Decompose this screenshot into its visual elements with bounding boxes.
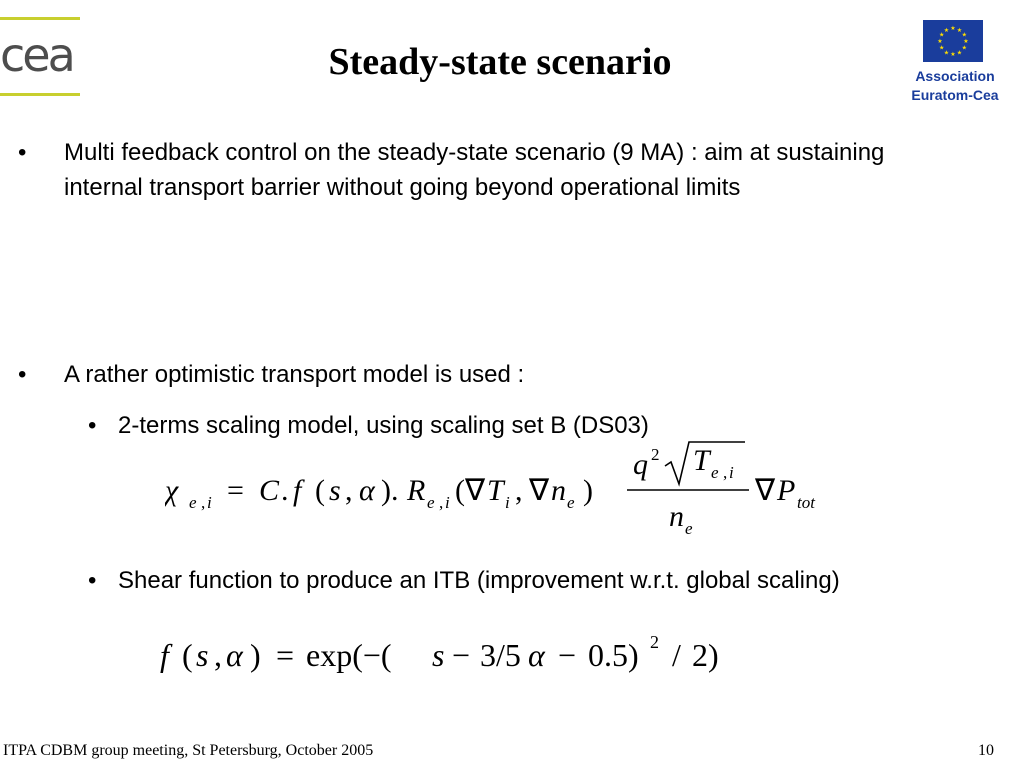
svg-text:tot: tot (797, 493, 815, 512)
page-title: Steady-state scenario (328, 41, 672, 83)
svg-text:f: f (160, 637, 169, 673)
svg-text:i: i (207, 493, 212, 512)
svg-text:).: ). (381, 474, 399, 507)
svg-text:,: , (214, 637, 222, 673)
svg-text:.: . (281, 474, 289, 507)
eu-star-icon: ★ (937, 38, 943, 46)
svg-text:(: ( (315, 474, 325, 507)
bullet-text: Shear function to produce an ITB (improvement w.r.t. global scaling) (118, 567, 840, 594)
svg-text:=: = (227, 474, 244, 507)
svg-text:i: i (729, 463, 734, 482)
eu-star-icon: ★ (963, 38, 969, 46)
eu-star-icon: ★ (950, 25, 956, 33)
svg-text:s: s (432, 637, 445, 673)
svg-text:α: α (528, 637, 545, 673)
svg-text:P: P (777, 474, 796, 507)
svg-text:=: = (276, 637, 295, 673)
svg-text:s: s (196, 637, 209, 673)
svg-text:(: ( (182, 637, 193, 673)
svg-text:C: C (259, 474, 280, 507)
bullet-dot: • (88, 412, 97, 439)
svg-text:/: / (672, 637, 681, 673)
svg-text:,: , (439, 493, 444, 512)
svg-text:0.5): 0.5) (588, 637, 639, 673)
eu-star-icon: ★ (939, 31, 945, 39)
svg-text:3/5: 3/5 (480, 637, 521, 673)
equation-chi (165, 440, 825, 540)
bullet-text: A rather optimistic transport model is used : (64, 361, 525, 388)
svg-text:): ) (250, 637, 261, 673)
eu-star-icon: ★ (961, 44, 967, 52)
eu-star-icon: ★ (950, 51, 956, 59)
svg-text:χ: χ (165, 474, 179, 507)
svg-text:): ) (583, 474, 593, 507)
svg-text:s: s (329, 474, 341, 507)
svg-text:exp(−(: exp(−( (306, 637, 392, 673)
svg-text:(∇: (∇ (455, 474, 486, 507)
eu-star-icon: ★ (939, 44, 945, 52)
bullet-text: Multi feedback control on the steady-state scenario (9 MA) : aim at sustaining internal transport barrier without going beyond operational limits (64, 139, 885, 201)
svg-text:e: e (567, 493, 575, 512)
svg-text:,: , (515, 474, 523, 507)
eu-star-icon: ★ (943, 49, 950, 57)
svg-text:q: q (633, 448, 648, 481)
svg-text:i: i (445, 493, 450, 512)
svg-text:e: e (685, 519, 693, 538)
svg-text:e: e (711, 463, 719, 482)
svg-text:−: − (452, 637, 471, 673)
svg-text:2: 2 (651, 445, 660, 464)
association-line2: Euratom-Cea (911, 87, 999, 103)
svg-text:∇: ∇ (529, 474, 550, 507)
eu-star-icon: ★ (961, 31, 967, 39)
svg-text:α: α (359, 474, 375, 507)
footer-meeting: ITPA CDBM group meeting, St Petersburg, October 2005 (3, 742, 374, 759)
svg-text:T: T (487, 474, 504, 507)
svg-text:f: f (293, 474, 302, 507)
bullet-dot: • (18, 139, 27, 166)
equation-shear (160, 628, 780, 680)
logo-bottom-line (0, 93, 80, 96)
bullet-text: 2-terms scaling model, using scaling set B (DS03) (118, 412, 649, 439)
svg-text:2): 2) (692, 637, 719, 673)
logo-top-line (0, 17, 80, 20)
association-label (880, 67, 1024, 105)
svg-text:,: , (345, 474, 353, 507)
svg-text:i: i (505, 493, 510, 512)
logo-text: cea (0, 28, 73, 82)
svg-text:−: − (558, 637, 577, 673)
svg-text:n: n (551, 474, 566, 507)
svg-text:n: n (669, 500, 684, 533)
eu-flag-icon (923, 20, 983, 62)
svg-text:e: e (189, 493, 197, 512)
eu-star-icon: ★ (943, 26, 950, 34)
svg-text:2: 2 (650, 632, 659, 652)
bullet-dot: • (88, 567, 97, 594)
eu-star-icon: ★ (956, 49, 963, 57)
svg-text:,: , (723, 463, 728, 482)
svg-text:∇: ∇ (755, 474, 776, 507)
eu-star-icon: ★ (956, 26, 963, 34)
svg-text:α: α (226, 637, 243, 673)
bullet-dot: • (18, 361, 27, 388)
association-line1: Association (915, 68, 995, 84)
page-number: 10 (978, 742, 994, 759)
svg-text:T: T (693, 444, 710, 477)
svg-text:,: , (201, 493, 206, 512)
svg-text:e: e (427, 493, 435, 512)
svg-text:R: R (407, 474, 426, 507)
